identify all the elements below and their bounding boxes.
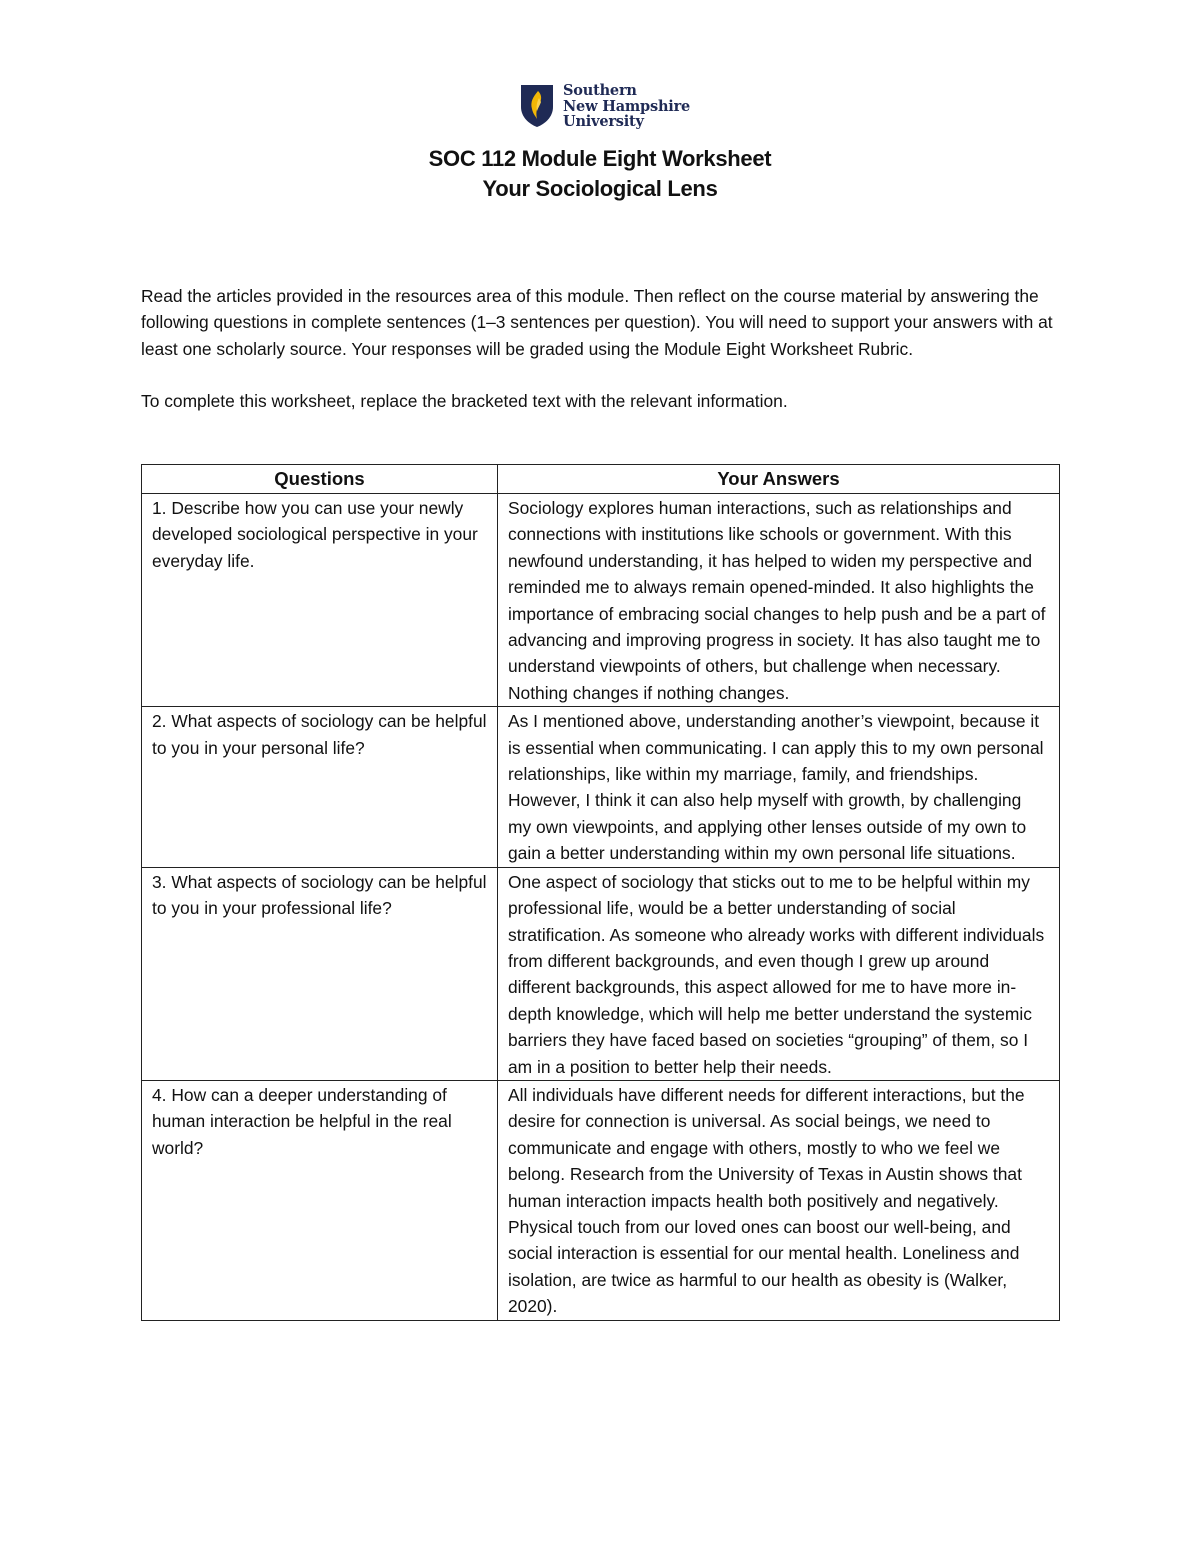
answer-cell: Sociology explores human interactions, such as relationships and connections with institutions like schools or government. With this newfound understanding, it has helped to widen my perspective and reminded me to always remain opened-minded. It also highlights the importance of embracing social changes to help push and be a part of advancing and improving progress in society. It has also taught me to understand viewpoints of others, but challenge when necessary. Nothing changes if nothing changes.	[498, 494, 1060, 707]
shield-flame-icon	[519, 83, 555, 129]
answers-column-header: Your Answers	[498, 465, 1060, 494]
question-cell: 2. What aspects of sociology can be helpful to you in your personal life?	[142, 707, 498, 867]
university-logo	[519, 83, 690, 130]
instructions	[141, 283, 1071, 415]
instructions-paragraph-1: Read the articles provided in the resources area of this module. Then reflect on the course material by answering the following questions in complete sentences (1–3 sentences per question). You will need to support your answers with at least one scholarly source. Your responses will be graded using the Module Eight Worksheet Rubric.	[141, 286, 1053, 359]
document-title-block	[0, 144, 1200, 204]
instructions-paragraph-2: To complete this worksheet, replace the bracketed text with the relevant information.	[141, 391, 788, 412]
worksheet-table	[141, 464, 1060, 1321]
question-cell: 1. Describe how you can use your newly developed sociological perspective in your everyday life.	[142, 494, 498, 707]
question-cell: 3. What aspects of sociology can be helpful to you in your professional life?	[142, 867, 498, 1080]
answer-cell: As I mentioned above, understanding another’s viewpoint, because it is essential when communicating. I can apply this to my own personal relationships, like within my marriage, family, and friendships. However, I think it can also help myself with growth, by challenging my own viewpoints, and applying other lenses outside of my own to gain a better understanding within my own personal life situations.	[498, 707, 1060, 867]
logo-line-1: Southern	[563, 82, 637, 99]
table-row	[142, 867, 1060, 1080]
questions-column-header: Questions	[142, 465, 498, 494]
document-title: SOC 112 Module Eight Worksheet	[428, 146, 772, 171]
document-subtitle: Your Sociological Lens	[482, 176, 718, 201]
answer-cell: All individuals have different needs for different interactions, but the desire for connection is universal. As social beings, we need to communicate and engage with others, mostly to who we feel we belong. Research from the University of Texas in Austin shows that human interaction impacts health both positively and negatively. Physical touch from our loved ones can boost our well-being, and social interaction is essential for our mental health. Loneliness and isolation, are twice as harmful to our health as obesity is (Walker, 2020).	[498, 1080, 1060, 1320]
table-row	[142, 707, 1060, 867]
logo-line-2: New Hampshire	[563, 97, 691, 115]
table-row	[142, 1080, 1060, 1320]
table-header-row	[142, 465, 1060, 494]
question-cell: 4. How can a deeper understanding of human interaction be helpful in the real world?	[142, 1080, 498, 1320]
answer-cell: One aspect of sociology that sticks out to me to be helpful within my professional life, would be a better understanding of social stratification. As someone who already works with different individuals from different backgrounds, and even though I grew up around different backgrounds, this aspect allowed for me to have more in-depth knowledge, which will help me better understand the systemic barriers they have faced based on societies “grouping” of them, so I am in a position to better help their needs.	[498, 867, 1060, 1080]
logo-line-3: University	[563, 113, 644, 130]
table-row	[142, 494, 1060, 707]
logo-wordmark	[563, 83, 690, 130]
